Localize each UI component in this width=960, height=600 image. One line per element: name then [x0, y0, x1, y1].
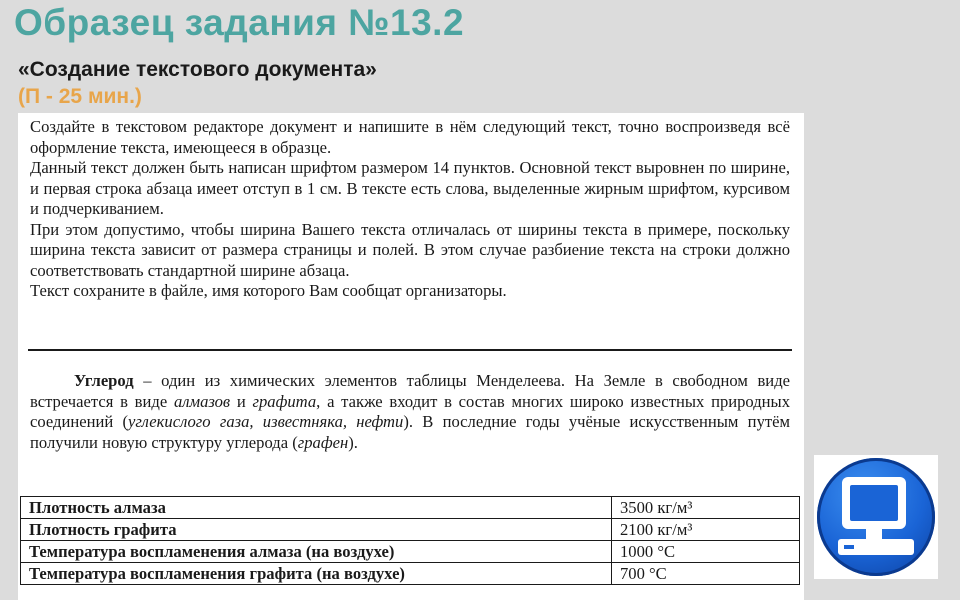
sample-text-part: и	[230, 391, 253, 411]
page-title: Образец задания №13.2	[14, 2, 465, 43]
sample-italic: алмазов	[173, 391, 231, 411]
sample-text-part: ).	[348, 432, 358, 452]
monitor-icon	[814, 455, 938, 579]
table-cell-value: 700 °C	[612, 563, 800, 585]
table-cell-value: 3500 кг/м³	[612, 497, 800, 519]
table-cell-name: Плотность графита	[21, 519, 612, 541]
computer-icon[interactable]	[814, 455, 938, 579]
sample-italic: графита	[252, 391, 317, 411]
sample-italic: углекислого газа, известняка, нефти	[128, 412, 404, 431]
table-cell-name: Температура воспламенения графита (на воздухе)	[21, 563, 612, 585]
table-cell-name: Температура воспламенения алмаза (на воздухе)	[21, 541, 612, 563]
sample-paragraph	[30, 371, 790, 453]
table-row	[21, 541, 800, 563]
sample-text-part: – один из химических элементов таблицы Менделеева. На Земле в свободном виде встречается в виде	[30, 371, 790, 411]
document-sample	[18, 113, 804, 600]
properties-table	[20, 496, 800, 585]
table-cell-value: 2100 кг/м³	[612, 519, 800, 541]
sample-italic: графен	[297, 432, 349, 452]
instruction-paragraph: При этом допустимо, чтобы ширина Вашего текста отличалась от ширины текста в примере, поскольку ширина текста зависит от размера страницы и полей. В этом случае разбиение текста на строки должно соответствовать стандартной ширине абзаца.	[30, 219, 790, 280]
table-row	[21, 563, 800, 585]
sample-text	[30, 371, 790, 453]
sample-text-part: ). В последние годы учёные искусственным путём получили новую структуру углерода (	[30, 412, 790, 452]
instruction-paragraph: Текст сохраните в файле, имя которого Вам сообщат организаторы.	[30, 281, 507, 300]
table-cell-name: Плотность алмаза	[21, 497, 612, 519]
sample-term: Углерод	[74, 371, 134, 390]
table-row	[21, 497, 800, 519]
instruction-paragraph: Данный текст должен быть написан шрифтом размером 14 пунктов. Основной текст выровнен по ширине, и первая строка абзаца имеет отступ в 1 см. В тексте есть слова, выделенные жирным шрифтом, курсивом и подчеркиванием.	[30, 158, 790, 218]
instructions-text	[30, 117, 790, 302]
task-subtitle: «Создание текстового документа»	[18, 58, 377, 81]
table-cell-value: 1000 °C	[612, 541, 800, 563]
sample-text-part: , а также входит в состав многих широко известных природных соединений (	[30, 391, 791, 431]
time-limit: (П - 25 мин.)	[18, 85, 142, 108]
instruction-paragraph: Создайте в текстовом редакторе документ и напишите в нём следующий текст, точно воспроизведя всё оформление текста, имеющееся в образце.	[30, 117, 790, 157]
separator-line	[28, 349, 792, 351]
table-row	[21, 519, 800, 541]
